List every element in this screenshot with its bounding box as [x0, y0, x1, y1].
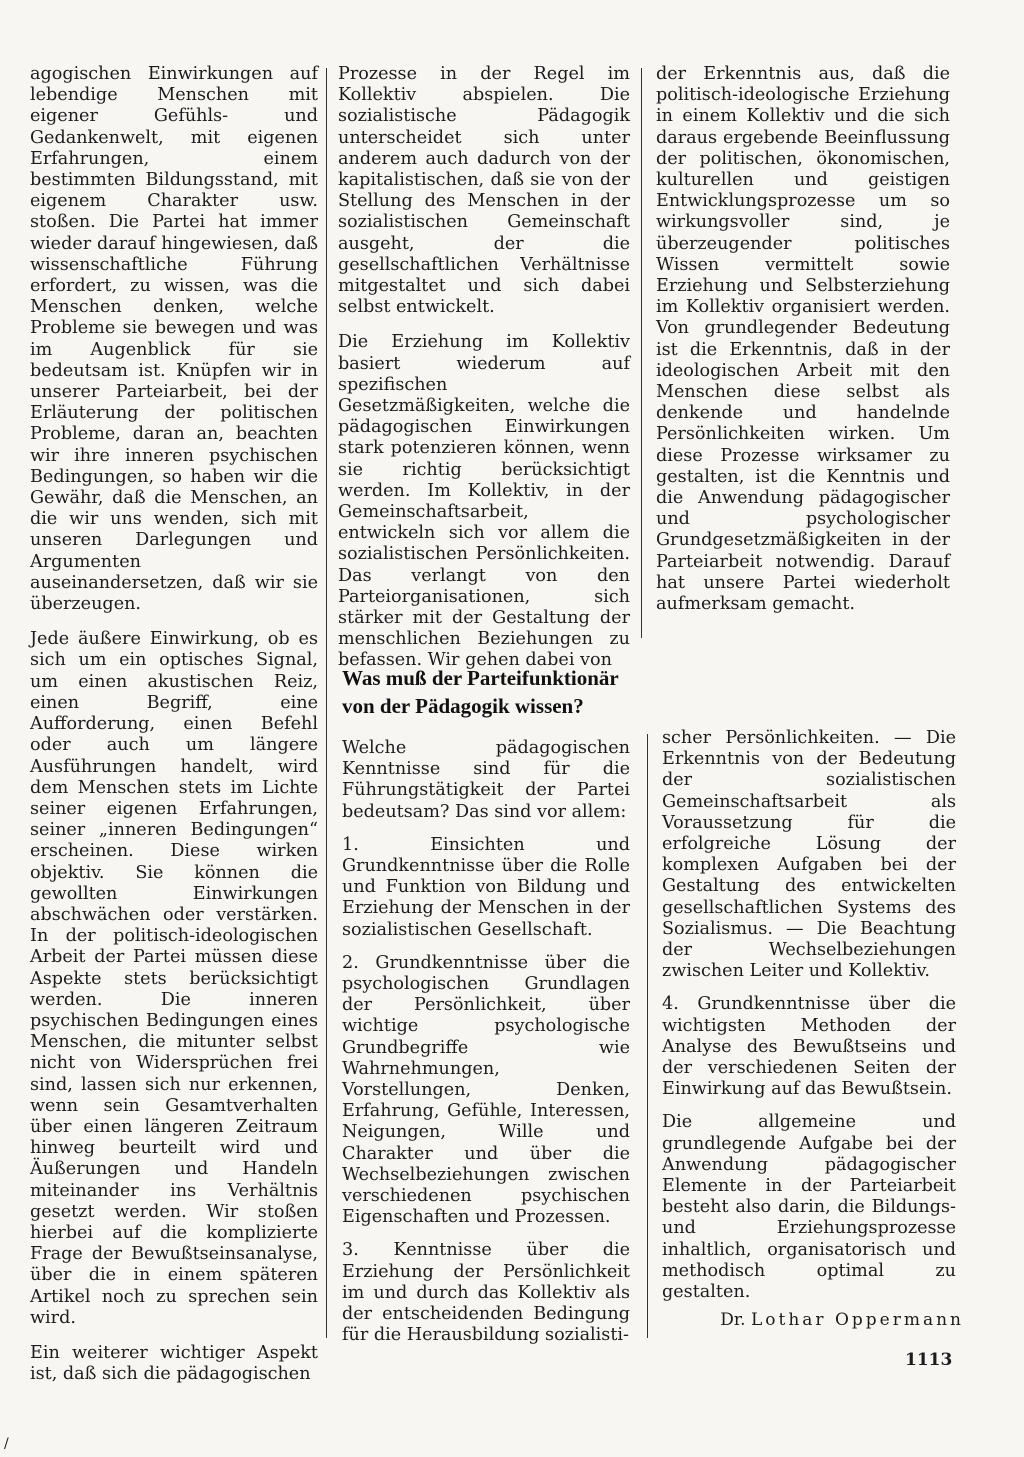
- list-item: 2. Grundkenntnisse über die psychologischen Grundlagen der Persönlichkeit, über wichtige psychologische Grundbegriffe wie Wahrnehmungen, Vorstellungen, Denken, Erfahrung, Gefühle, Interessen, Neigungen, Wille und Charakter und über die Wechselbeziehungen zwischen verschiedenen psychischen Eigenschaften und Prozessen.: [342, 952, 630, 1228]
- paragraph: Prozesse in der Regel im Kollektiv abspielen. Die sozialistische Pädagogik unterscheidet sich unter anderem auch dadurch von der kapitalistischen, daß sie von der Stellung des Menschen in der sozialistischen Gemeinschaft ausgeht, der die gesellschaftlichen Verhältnisse mitgestaltet und sich dabei selbst entwickelt.: [338, 64, 630, 318]
- column-divider: [647, 734, 648, 1338]
- author-title: Dr.: [720, 1310, 746, 1330]
- paragraph: Welche pädagogischen Kenntnisse sind für die Führungstätigkeit der Partei bedeutsam? Das sind vor allem:: [342, 738, 630, 822]
- list-item: 3. Kenntnisse über die Erziehung der Persönlichkeit im und durch das Kollektiv als der entscheidenden Bedingung für die Herausbildung sozialisti-: [342, 1240, 630, 1346]
- column-divider: [326, 68, 327, 1338]
- paragraph: agogischen Einwirkungen auf lebendige Menschen mit eigener Gefühls- und Gedankenwelt, mit eigenen Erfahrungen, einem bestimmten Bildungsstand, mit eigenem Charakter usw. stoßen. Die Partei hat immer wieder darauf hingewiesen, daß wissenschaftliche Führung erfordert, zu wissen, was die Menschen denken, welche Probleme sie bewegen und was im Augenblick für sie bedeutsam ist. Knüpfen wir in unserer Parteiarbeit, bei der Erläuterung der politischen Probleme, daran an, beachten wir ihre inneren psychischen Bedingungen, so haben wir die Gewähr, daß die Menschen, an die wir uns wenden, sich mit unseren Darlegungen und Argumenten auseinandersetzen, daß wir sie überzeugen.: [30, 64, 318, 615]
- paragraph: Die allgemeine und grundlegende Aufgabe bei der Anwendung pädagogischer Elemente in der Parteiarbeit besteht also darin, die Bildungs- und Erziehungsprozesse inhaltlich, organisatorisch und methodisch optimal zu gestalten.: [662, 1112, 956, 1303]
- column-3-top: [656, 64, 950, 615]
- section-heading: [342, 664, 682, 720]
- column-1: [30, 64, 318, 1385]
- list-item: 4. Grundkenntnisse über die wichtigsten Methoden der Analyse des Bewußtseins und der verschiedenen Seiten der Einwirkung auf das Bewußtsein.: [662, 994, 956, 1100]
- page-number: 1113: [905, 1350, 953, 1370]
- column-divider: [641, 68, 642, 638]
- heading-line: von der Pädagogik wissen?: [342, 694, 584, 718]
- column-3-bottom: [662, 728, 956, 1303]
- paragraph: Jede äußere Einwirkung, ob es sich um ein optisches Signal, um einen akustischen Reiz, einen Begriff, eine Aufforderung, einen Befehl oder auch um längere Ausführungen handelt, wird dem Menschen stets im Lichte seiner eigenen Erfahrungen, seiner „inneren Bedingungen“ erscheinen. Diese wirken objektiv. Sie können die gewollten Einwirkungen abschwächen oder verstärken. In der politisch-ideologischen Arbeit der Partei müssen diese Aspekte stets berücksichtigt werden. Die inneren psychischen Bedingungen eines Menschen, die mitunter selbst nicht von Widersprüchen frei sind, lassen sich nur erkennen, wenn sein Gesamtverhalten über einen längeren Zeitraum hinweg beurteilt wird und Äußerungen und Handeln miteinander ins Verhältnis gesetzt werden. Wir stoßen hierbei auf die komplizierte Frage der Bewußtseinsanalyse, über die in einem späteren Artikel noch zu sprechen sein wird.: [30, 629, 318, 1328]
- column-2-top: [338, 64, 630, 672]
- author-name: Lothar Oppermann: [750, 1310, 964, 1330]
- margin-mark: /: [4, 1436, 9, 1452]
- paragraph: der Erkenntnis aus, daß die politisch-ideologische Erziehung in einem Kollektiv und die sich daraus ergebende Beeinflussung der politischen, ökonomischen, kulturellen und geistigen Entwicklungsprozesse um so wirkungsvoller sind, je überzeugender politisches Wissen vermittelt sowie Erziehung und Selbsterziehung im Kollektiv organisiert werden. Von grundlegender Bedeutung ist die Erkenntnis, daß in der ideologischen Arbeit mit den Menschen diese selbst als denkende und handelnde Persönlichkeiten wirken. Um diese Prozesse wirksamer zu gestalten, ist die Kenntnis und die Anwendung pädagogischer und psychologischer Grundgesetzmäßigkeiten in der Parteiarbeit notwendig. Darauf hat unsere Partei wiederholt aufmerksam gemacht.: [656, 64, 950, 615]
- column-2-bottom: [342, 738, 630, 1346]
- list-item: 1. Einsichten und Grundkenntnisse über die Rolle und Funktion von Bildung und Erziehung der Menschen in der sozialistischen Gesellschaft.: [342, 834, 630, 940]
- paragraph: Die Erziehung im Kollektiv basiert wiederum auf spezifischen Gesetzmäßigkeiten, welche die pädagogischen Einwirkungen stark potenzieren können, wenn sie richtig berücksichtigt werden. Im Kollektiv, in der Gemeinschaftsarbeit, entwickeln sich vor allem die sozialistischen Persönlichkeiten. Das verlangt von den Parteiorganisationen, sich stärker mit der Gestaltung der menschlichen Beziehungen zu befassen. Wir gehen dabei von: [338, 332, 630, 671]
- paragraph: scher Persönlichkeiten. — Die Erkenntnis von der Bedeutung der sozialistischen Gemeinschaftsarbeit als Voraussetzung für die erfolgreiche Lösung der komplexen Aufgaben bei der Gestaltung des entwickelten gesellschaftlichen Systems des Sozialismus. — Die Beachtung der Wechselbeziehungen zwischen Leiter und Kollektiv.: [662, 728, 956, 982]
- paragraph: Ein weiterer wichtiger Aspekt ist, daß sich die pädagogischen: [30, 1342, 318, 1385]
- author-signature: [684, 1310, 964, 1330]
- heading-line: Was muß der Parteifunktionär: [342, 666, 619, 690]
